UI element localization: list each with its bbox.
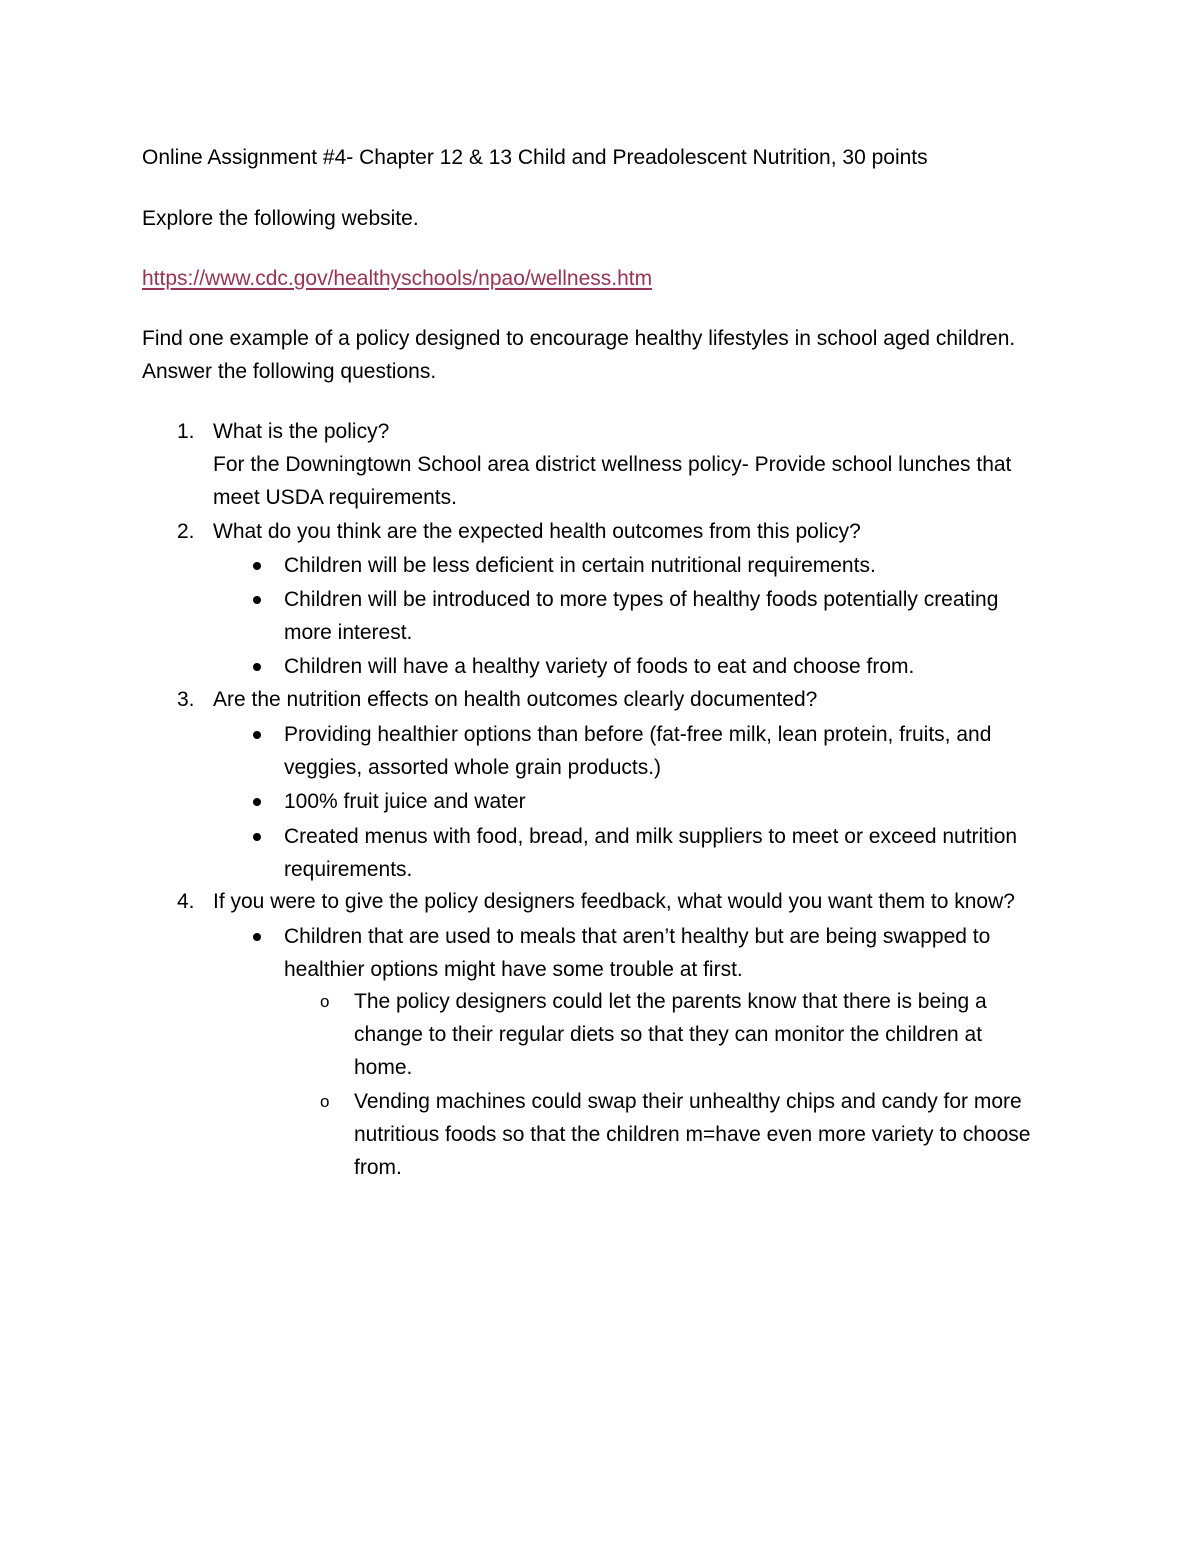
bullet-text: Providing healthier options than before (fat-free milk, lean protein, fruits, and [284,723,992,746]
sub-bullet-text: The policy designers could let the parents know that there is being a [354,990,987,1013]
bullet-icon [253,933,261,941]
sub-bullet-text: Vending machines could swap their unhealthy chips and candy for more [354,1090,1022,1113]
bullet-text: veggies, assorted whole grain products.) [284,756,662,779]
bullet-icon [253,562,261,570]
bullet-text: more interest. [284,621,413,644]
bullet-text: Children will have a healthy variety of foods to eat and choose from. [284,655,915,678]
sub-bullet-icon: o [320,992,330,1011]
question-number: 4. [177,890,195,913]
sub-bullet-text: home. [354,1056,413,1079]
question-number: 3. [177,688,195,711]
bullet-text: Children will be less deficient in certain nutritional requirements. [284,554,876,577]
answer-text: meet USDA requirements. [213,486,457,509]
answer-text: For the Downingtown School area district wellness policy- Provide school lunches that [213,453,1012,476]
instruction-line-1: Find one example of a policy designed to encourage healthy lifestyles in school aged children. [142,327,1016,350]
bullet-text: Created menus with food, bread, and milk suppliers to meet or exceed nutrition [284,825,1018,848]
bullet-icon [253,663,261,671]
instruction-line-2: Answer the following questions. [142,360,437,383]
sub-bullet-icon: o [320,1092,330,1111]
question-number: 2. [177,520,195,543]
explore-text: Explore the following website. [142,207,419,230]
bullet-icon [253,833,261,841]
sub-bullet-text: nutritious foods so that the children m=have even more variety to choose [354,1123,1031,1146]
question-text: What is the policy? [213,420,390,443]
bullet-text: Children that are used to meals that aren’t healthy but are being swapped to [284,925,991,948]
assignment-title: Online Assignment #4- Chapter 12 & 13 Child and Preadolescent Nutrition, 30 points [142,146,928,169]
sub-bullet-text: from. [354,1156,402,1179]
bullet-icon [253,731,261,739]
question-text: What do you think are the expected health outcomes from this policy? [213,520,861,543]
bullet-icon [253,798,261,806]
sub-bullet-text: change to their regular diets so that they can monitor the children at [354,1023,983,1046]
bullet-text: requirements. [284,858,413,881]
bullet-icon [253,596,261,604]
question-number: 1. [177,420,195,443]
bullet-text: 100% fruit juice and water [284,790,526,813]
cdc-wellness-link[interactable]: https://www.cdc.gov/healthyschools/npao/wellness.htm [142,267,653,290]
question-text: If you were to give the policy designers feedback, what would you want them to know? [213,890,1015,913]
bullet-text: healthier options might have some trouble at first. [284,958,743,981]
bullet-text: Children will be introduced to more types of healthy foods potentially creating [284,588,999,611]
question-text: Are the nutrition effects on health outcomes clearly documented? [213,688,818,711]
